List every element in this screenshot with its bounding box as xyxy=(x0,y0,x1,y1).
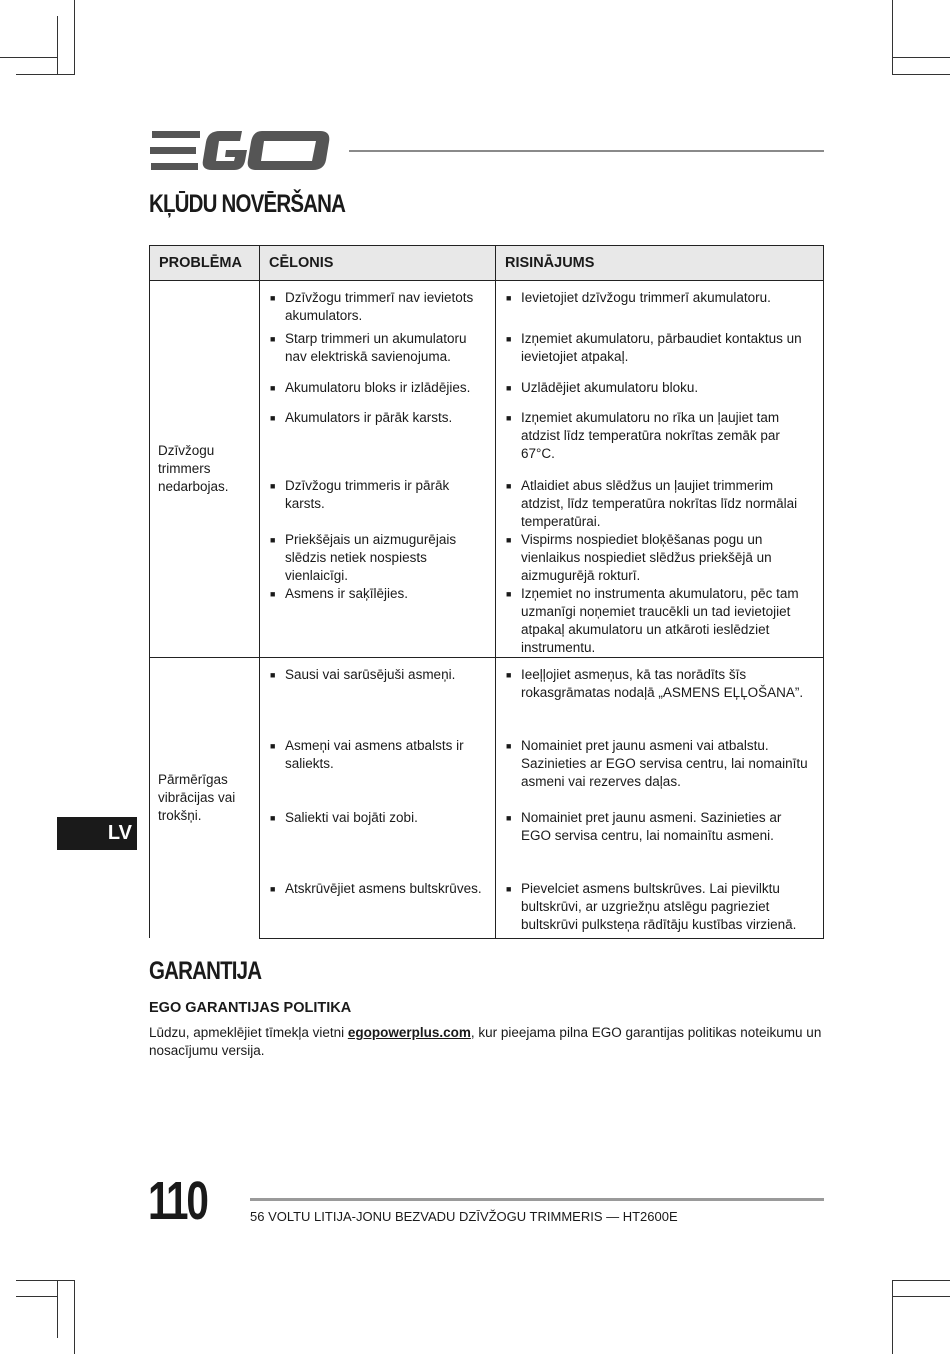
page-title: KĻŪDU NOVĒRŠANA xyxy=(149,190,346,218)
cause-item: ■ Asmeņi vai asmens atbalsts ir saliekts. xyxy=(268,737,487,773)
crop-mark xyxy=(892,0,893,74)
troubleshooting-table xyxy=(149,245,824,939)
cause-item: ■ Dzīvžogu trimmeris ir pārāk karsts. xyxy=(268,477,487,513)
cause-item: ■ Akumulatoru bloks ir izlādējies. xyxy=(268,379,487,397)
solution-item: ■ Ieeļļojiet asmeņus, kā tas norādīts šīs rokasgrāmatas nodaļā „ASMENS EĻĻOŠANA”. xyxy=(504,666,815,702)
column-header: RISINĀJUMS xyxy=(496,246,824,281)
header-rule xyxy=(349,150,824,152)
solution-item: ■ Nomainiet pret jaunu asmeni vai atbalstu. Sazinieties ar EGO servisa centru, lai nomainītu asmeni vai rezerves daļas. xyxy=(504,737,815,791)
crop-mark xyxy=(892,1280,950,1281)
solution-item: ■ Izņemiet akumulatoru, pārbaudiet kontaktus un ievietojiet atpakaļ. xyxy=(504,330,815,366)
solution-item: ■ Vispirms nospiediet bloķēšanas pogu un vienlaikus nospiediet slēdžus priekšējā un aizmugurējā rokturī. xyxy=(504,531,815,585)
crop-mark xyxy=(57,16,58,74)
language-tab: LV xyxy=(57,817,137,850)
crop-mark xyxy=(892,1296,950,1297)
crop-mark xyxy=(16,74,75,75)
crop-mark xyxy=(0,57,58,58)
crop-mark xyxy=(892,1280,893,1354)
warranty-link[interactable]: egopowerplus.com xyxy=(347,1025,471,1040)
page-number: 110 xyxy=(148,1171,207,1231)
problem-cell: Dzīvžogu trimmers nedarbojas. xyxy=(150,281,260,658)
crop-mark xyxy=(57,1280,58,1338)
footer-product: 56 VOLTU LITIJA-JONU BEZVADU DZĪVŽOGU TRIMMERIS — HT2600E xyxy=(250,1209,678,1224)
solution-item: ■ Pievelciet asmens bultskrūves. Lai pievilktu bultskrūvi, ar uzgriežņu atslēgu pagrieziet bultskrūvi pulksteņa rādītāju kustības virzienā. xyxy=(504,880,815,934)
table-header-row xyxy=(150,246,824,281)
column-header: PROBLĒMA xyxy=(150,246,260,281)
problem-cell: Pārmērīgas vibrācijas vai trokšņi. xyxy=(150,657,260,938)
warranty-subtitle: EGO GARANTIJAS POLITIKA xyxy=(149,1000,352,1016)
cause-item: ■ Sausi vai sarūsējuši asmeņi. xyxy=(268,666,487,684)
crop-mark xyxy=(16,1280,75,1281)
ego-logo xyxy=(150,128,332,174)
table-row xyxy=(150,281,824,330)
cause-item: ■ Atskrūvējiet asmens bultskrūves. xyxy=(268,880,487,898)
cause-item: ■ Asmens ir saķīlējies. xyxy=(268,585,487,603)
solution-item: ■ Nomainiet pret jaunu asmeni. Sazinieties ar EGO servisa centru, lai nomainītu asmeni. xyxy=(504,809,815,845)
solution-item: ■ Izņemiet no instrumenta akumulatoru, pēc tam uzmanīgi noņemiet traucēkli un tad ievietojiet atpakaļ akumulatoru un atkāroti ieslēdziet instrumentu. xyxy=(504,585,815,657)
warranty-text: Lūdzu, apmeklējiet tīmekļa vietni egopowerplus.com, kur pieejama pilna EGO garantijas politikas noteikumu un nosacījumu versija. xyxy=(149,1025,822,1058)
table-row xyxy=(150,657,824,737)
cause-item: ■ Priekšējais un aizmugurējais slēdzis netiek nospiests vienlaicīgi. xyxy=(268,531,487,585)
crop-mark xyxy=(16,1296,58,1297)
solution-item: ■ Uzlādējiet akumulatoru bloku. xyxy=(504,379,815,397)
footer-rule xyxy=(250,1198,824,1201)
crop-mark xyxy=(892,74,950,75)
crop-mark xyxy=(74,1280,75,1354)
crop-mark xyxy=(892,57,950,58)
solution-item: ■ Atlaidiet abus slēdžus un ļaujiet trimmerim atdzist, līdz temperatūra nokrītas līdz normālai temperatūrai. xyxy=(504,477,815,531)
cause-item: ■ Akumulators ir pārāk karsts. xyxy=(268,409,487,427)
crop-mark xyxy=(74,0,75,74)
warranty-title: GARANTIJA xyxy=(149,957,262,985)
cause-item: ■ Dzīvžogu trimmerī nav ievietots akumulators. xyxy=(268,289,487,325)
cause-item: ■ Saliekti vai bojāti zobi. xyxy=(268,809,487,827)
cause-item: ■ Starp trimmeri un akumulatoru nav elektriskā savienojuma. xyxy=(268,330,487,366)
column-header: CĒLONIS xyxy=(260,246,496,281)
solution-item: ■ Izņemiet akumulatoru no rīka un ļaujiet tam atdzist līdz temperatūra nokrītas zemāk par 67°C. xyxy=(504,409,815,463)
solution-item: ■ Ievietojiet dzīvžogu trimmerī akumulatoru. xyxy=(504,289,815,307)
